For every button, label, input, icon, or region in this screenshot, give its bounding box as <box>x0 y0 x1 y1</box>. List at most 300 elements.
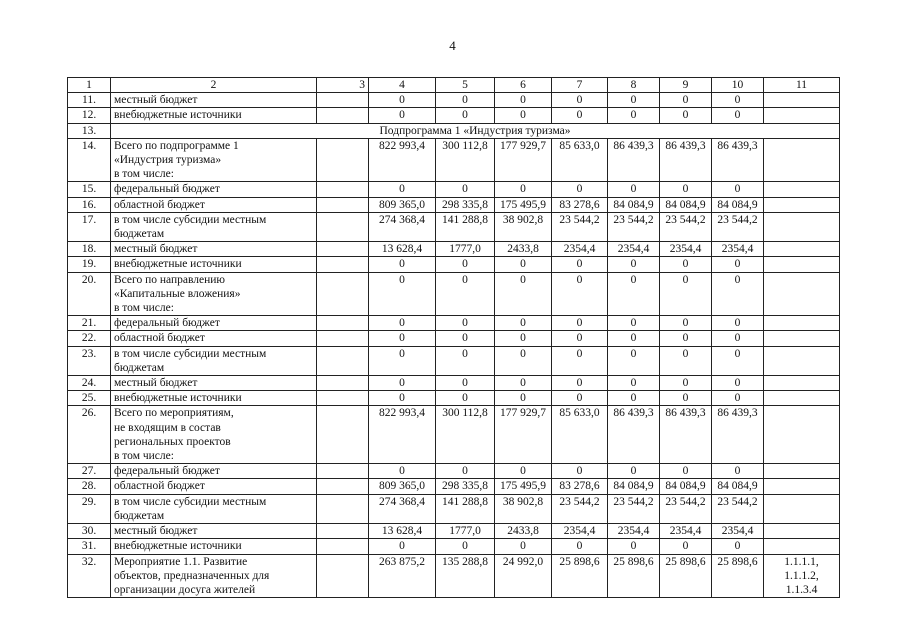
reference-cell <box>764 554 840 598</box>
header-cell: 2 <box>111 78 317 93</box>
row-label <box>111 524 317 539</box>
table-row <box>68 257 840 272</box>
value-cell: 274 368,4 <box>369 494 436 523</box>
row-label <box>111 138 317 182</box>
table-row <box>68 182 840 197</box>
cell-line: федеральный бюджет <box>114 465 220 478</box>
reference-cell <box>764 257 840 272</box>
header-cell: 1 <box>68 78 111 93</box>
row-number: 22. <box>68 331 111 346</box>
value-cell: 822 993,4 <box>369 406 436 464</box>
header-cell: 3 <box>317 78 369 93</box>
value-cell: 1777,0 <box>436 242 495 257</box>
table-row <box>68 391 840 406</box>
value-cell: 84 084,9 <box>608 479 660 494</box>
cell-line: в том числе: <box>114 302 174 315</box>
value-cell: 0 <box>660 257 712 272</box>
value-cell: 23 544,2 <box>552 494 608 523</box>
row-label <box>111 316 317 331</box>
reference-cell <box>764 242 840 257</box>
value-cell: 0 <box>608 464 660 479</box>
row-label <box>111 242 317 257</box>
section-title: Подпрограмма 1 «Индустрия туризма» <box>111 123 840 138</box>
value-cell: 25 898,6 <box>608 554 660 598</box>
value-cell: 0 <box>712 257 764 272</box>
value-cell: 0 <box>436 182 495 197</box>
cell-line: в том числе субсидии местным <box>114 347 267 360</box>
value-cell: 0 <box>608 257 660 272</box>
column-3-cell <box>317 479 369 494</box>
table-row <box>68 242 840 257</box>
value-cell: 23 544,2 <box>660 494 712 523</box>
table-row <box>68 406 840 464</box>
value-cell: 2354,4 <box>552 524 608 539</box>
value-cell: 0 <box>495 464 552 479</box>
cell-line: региональных проектов <box>114 435 231 448</box>
value-cell: 175 495,9 <box>495 197 552 212</box>
value-cell: 23 544,2 <box>608 212 660 241</box>
cell-line: Всего по направлению <box>114 273 225 286</box>
value-cell: 0 <box>608 391 660 406</box>
value-cell: 0 <box>495 93 552 108</box>
value-cell: 0 <box>712 376 764 391</box>
column-3-cell <box>317 346 369 375</box>
value-cell: 84 084,9 <box>712 197 764 212</box>
row-number: 15. <box>68 182 111 197</box>
value-cell: 0 <box>608 108 660 123</box>
value-cell: 141 288,8 <box>436 212 495 241</box>
value-cell: 0 <box>712 272 764 316</box>
cell-line: «Индустрия туризма» <box>114 154 222 167</box>
value-cell: 0 <box>436 272 495 316</box>
row-number: 28. <box>68 479 111 494</box>
table-row <box>68 494 840 523</box>
table-row <box>68 539 840 554</box>
header-cell: 7 <box>552 78 608 93</box>
value-cell: 0 <box>660 93 712 108</box>
value-cell: 0 <box>712 346 764 375</box>
value-cell: 274 368,4 <box>369 212 436 241</box>
cell-line: 1.1.1.2, <box>784 569 819 582</box>
value-cell: 0 <box>660 331 712 346</box>
header-cell: 10 <box>712 78 764 93</box>
value-cell: 0 <box>608 316 660 331</box>
reference-cell <box>764 182 840 197</box>
table-row <box>68 554 840 598</box>
value-cell: 2354,4 <box>660 524 712 539</box>
value-cell: 84 084,9 <box>660 197 712 212</box>
value-cell: 0 <box>369 331 436 346</box>
row-label <box>111 464 317 479</box>
value-cell: 0 <box>436 331 495 346</box>
table-row <box>68 524 840 539</box>
value-cell: 0 <box>436 391 495 406</box>
page-number: 4 <box>449 38 456 53</box>
reference-cell <box>764 464 840 479</box>
row-number: 25. <box>68 391 111 406</box>
row-label <box>111 406 317 464</box>
cell-line: объектов, предназначенных для <box>114 569 270 582</box>
value-cell: 1777,0 <box>436 524 495 539</box>
value-cell: 141 288,8 <box>436 494 495 523</box>
value-cell: 0 <box>436 316 495 331</box>
value-cell: 0 <box>712 331 764 346</box>
cell-line: местный бюджет <box>114 94 198 107</box>
value-cell: 13 628,4 <box>369 242 436 257</box>
value-cell: 822 993,4 <box>369 138 436 182</box>
column-3-cell <box>317 539 369 554</box>
value-cell: 300 112,8 <box>436 138 495 182</box>
row-number: 17. <box>68 212 111 241</box>
value-cell: 86 439,3 <box>660 138 712 182</box>
value-cell: 0 <box>552 182 608 197</box>
value-cell: 0 <box>608 93 660 108</box>
value-cell: 38 902,8 <box>495 494 552 523</box>
cell-line: областной бюджет <box>114 332 205 345</box>
value-cell: 23 544,2 <box>660 212 712 241</box>
row-number: 19. <box>68 257 111 272</box>
value-cell: 0 <box>495 182 552 197</box>
value-cell: 0 <box>369 316 436 331</box>
value-cell: 0 <box>608 182 660 197</box>
row-number: 29. <box>68 494 111 523</box>
value-cell: 86 439,3 <box>608 138 660 182</box>
value-cell: 0 <box>436 346 495 375</box>
cell-line: 1.1.1.1, <box>784 555 819 568</box>
row-number: 20. <box>68 272 111 316</box>
reference-cell <box>764 108 840 123</box>
row-label <box>111 554 317 598</box>
reference-cell <box>764 479 840 494</box>
column-3-cell <box>317 138 369 182</box>
value-cell: 0 <box>660 272 712 316</box>
cell-line: бюджетам <box>114 228 165 241</box>
row-label <box>111 197 317 212</box>
value-cell: 0 <box>608 331 660 346</box>
reference-cell <box>764 93 840 108</box>
value-cell: 0 <box>712 391 764 406</box>
value-cell: 13 628,4 <box>369 524 436 539</box>
value-cell: 86 439,3 <box>712 138 764 182</box>
cell-line: внебюджетные источники <box>114 109 242 122</box>
column-3-cell <box>317 331 369 346</box>
header-cell: 6 <box>495 78 552 93</box>
row-number: 31. <box>68 539 111 554</box>
value-cell: 0 <box>495 257 552 272</box>
table-row <box>68 464 840 479</box>
value-cell: 0 <box>712 182 764 197</box>
value-cell: 0 <box>552 346 608 375</box>
cell-line: областной бюджет <box>114 198 205 211</box>
value-cell: 298 335,8 <box>436 479 495 494</box>
cell-line: бюджетам <box>114 361 165 374</box>
table-row <box>68 108 840 123</box>
value-cell: 0 <box>712 108 764 123</box>
cell-line: местный бюджет <box>114 377 198 390</box>
header-cell: 4 <box>369 78 436 93</box>
value-cell: 84 084,9 <box>608 197 660 212</box>
value-cell: 300 112,8 <box>436 406 495 464</box>
row-label <box>111 376 317 391</box>
table-row <box>68 138 840 182</box>
row-number: 18. <box>68 242 111 257</box>
row-label <box>111 539 317 554</box>
column-3-cell <box>317 554 369 598</box>
header-cell: 5 <box>436 78 495 93</box>
row-label <box>111 494 317 523</box>
cell-line: Всего по мероприятиям, <box>114 407 234 420</box>
value-cell: 23 544,2 <box>712 212 764 241</box>
value-cell: 0 <box>495 376 552 391</box>
value-cell: 2354,4 <box>608 524 660 539</box>
value-cell: 25 898,6 <box>712 554 764 598</box>
row-label <box>111 212 317 241</box>
column-3-cell <box>317 197 369 212</box>
row-label <box>111 93 317 108</box>
row-number: 23. <box>68 346 111 375</box>
value-cell: 0 <box>660 464 712 479</box>
row-number: 24. <box>68 376 111 391</box>
value-cell: 25 898,6 <box>552 554 608 598</box>
table-row <box>68 197 840 212</box>
reference-cell <box>764 524 840 539</box>
column-3-cell <box>317 376 369 391</box>
value-cell: 86 439,3 <box>712 406 764 464</box>
value-cell: 85 633,0 <box>552 138 608 182</box>
value-cell: 0 <box>660 316 712 331</box>
value-cell: 0 <box>369 257 436 272</box>
value-cell: 0 <box>436 108 495 123</box>
value-cell: 84 084,9 <box>712 479 764 494</box>
column-number-row <box>68 78 840 93</box>
reference-cell <box>764 494 840 523</box>
value-cell: 2354,4 <box>712 524 764 539</box>
column-3-cell <box>317 212 369 241</box>
value-cell: 83 278,6 <box>552 197 608 212</box>
budget-table <box>67 77 840 598</box>
value-cell: 177 929,7 <box>495 138 552 182</box>
value-cell: 0 <box>712 316 764 331</box>
value-cell: 24 992,0 <box>495 554 552 598</box>
row-number: 12. <box>68 108 111 123</box>
row-number: 14. <box>68 138 111 182</box>
value-cell: 25 898,6 <box>660 554 712 598</box>
value-cell: 135 288,8 <box>436 554 495 598</box>
value-cell: 0 <box>660 346 712 375</box>
cell-line: организации досуга жителей <box>114 583 256 596</box>
value-cell: 0 <box>369 464 436 479</box>
column-3-cell <box>317 316 369 331</box>
table-row <box>68 212 840 241</box>
value-cell: 0 <box>552 539 608 554</box>
value-cell: 2354,4 <box>552 242 608 257</box>
header-cell: 8 <box>608 78 660 93</box>
value-cell: 0 <box>495 272 552 316</box>
row-label <box>111 391 317 406</box>
value-cell: 0 <box>369 539 436 554</box>
value-cell: 0 <box>436 539 495 554</box>
value-cell: 0 <box>552 464 608 479</box>
section-row <box>68 123 840 138</box>
value-cell: 175 495,9 <box>495 479 552 494</box>
value-cell: 0 <box>660 391 712 406</box>
value-cell: 0 <box>660 108 712 123</box>
row-number: 16. <box>68 197 111 212</box>
value-cell: 2354,4 <box>660 242 712 257</box>
cell-line: 1.1.3.4 <box>785 583 818 596</box>
cell-line: не входящим в состав <box>114 421 221 434</box>
value-cell: 0 <box>552 376 608 391</box>
value-cell: 0 <box>608 346 660 375</box>
value-cell: 0 <box>660 539 712 554</box>
value-cell: 0 <box>369 272 436 316</box>
column-3-cell <box>317 406 369 464</box>
value-cell: 23 544,2 <box>712 494 764 523</box>
cell-line: Мероприятие 1.1. Развитие <box>114 555 248 568</box>
value-cell: 2354,4 <box>608 242 660 257</box>
value-cell: 86 439,3 <box>660 406 712 464</box>
value-cell: 0 <box>552 108 608 123</box>
value-cell: 23 544,2 <box>552 212 608 241</box>
cell-line: «Капитальные вложения» <box>114 287 241 300</box>
reference-cell <box>764 406 840 464</box>
value-cell: 0 <box>712 464 764 479</box>
value-cell: 0 <box>552 316 608 331</box>
value-cell: 0 <box>660 376 712 391</box>
value-cell: 298 335,8 <box>436 197 495 212</box>
value-cell: 0 <box>552 93 608 108</box>
cell-line: внебюджетные источники <box>114 540 242 553</box>
column-3-cell <box>317 93 369 108</box>
value-cell: 38 902,8 <box>495 212 552 241</box>
row-label <box>111 272 317 316</box>
value-cell: 0 <box>495 346 552 375</box>
cell-line: Всего по подпрограмме 1 <box>114 139 239 152</box>
value-cell: 84 084,9 <box>660 479 712 494</box>
column-3-cell <box>317 391 369 406</box>
column-3-cell <box>317 242 369 257</box>
value-cell: 0 <box>552 272 608 316</box>
reference-cell <box>764 272 840 316</box>
cell-line: внебюджетные источники <box>114 392 242 405</box>
reference-cell <box>764 138 840 182</box>
column-3-cell <box>317 182 369 197</box>
value-cell: 2433,8 <box>495 524 552 539</box>
reference-cell <box>764 197 840 212</box>
value-cell: 0 <box>552 257 608 272</box>
value-cell: 0 <box>369 346 436 375</box>
table-row <box>68 331 840 346</box>
cell-line: местный бюджет <box>114 243 198 256</box>
value-cell: 177 929,7 <box>495 406 552 464</box>
value-cell: 0 <box>369 93 436 108</box>
column-3-cell <box>317 257 369 272</box>
reference-cell <box>764 376 840 391</box>
value-cell: 0 <box>369 182 436 197</box>
reference-cell <box>764 331 840 346</box>
cell-line: внебюджетные источники <box>114 258 242 271</box>
reference-cell <box>764 316 840 331</box>
value-cell: 0 <box>369 391 436 406</box>
value-cell: 0 <box>495 108 552 123</box>
table-row <box>68 376 840 391</box>
row-label <box>111 108 317 123</box>
value-cell: 0 <box>436 376 495 391</box>
table-row <box>68 93 840 108</box>
reference-cell <box>764 539 840 554</box>
header-cell: 9 <box>660 78 712 93</box>
row-number: 27. <box>68 464 111 479</box>
value-cell: 0 <box>495 316 552 331</box>
value-cell: 2433,8 <box>495 242 552 257</box>
value-cell: 85 633,0 <box>552 406 608 464</box>
table-row <box>68 479 840 494</box>
cell-line: бюджетам <box>114 509 165 522</box>
cell-line: в том числе: <box>114 168 174 181</box>
cell-line: федеральный бюджет <box>114 317 220 330</box>
value-cell: 23 544,2 <box>608 494 660 523</box>
table-row <box>68 346 840 375</box>
value-cell: 0 <box>436 257 495 272</box>
cell-line: в том числе: <box>114 450 174 463</box>
column-3-cell <box>317 272 369 316</box>
reference-cell <box>764 391 840 406</box>
value-cell: 0 <box>369 376 436 391</box>
cell-line: областной бюджет <box>114 480 205 493</box>
header-cell: 11 <box>764 78 840 93</box>
column-3-cell <box>317 524 369 539</box>
value-cell: 809 365,0 <box>369 197 436 212</box>
value-cell: 263 875,2 <box>369 554 436 598</box>
value-cell: 809 365,0 <box>369 479 436 494</box>
cell-line: в том числе субсидии местным <box>114 495 267 508</box>
value-cell: 0 <box>495 331 552 346</box>
row-number: 30. <box>68 524 111 539</box>
value-cell: 0 <box>495 391 552 406</box>
reference-cell <box>764 346 840 375</box>
column-3-cell <box>317 464 369 479</box>
value-cell: 83 278,6 <box>552 479 608 494</box>
cell-line: в том числе субсидии местным <box>114 213 267 226</box>
value-cell: 0 <box>436 93 495 108</box>
value-cell: 0 <box>436 464 495 479</box>
value-cell: 0 <box>495 539 552 554</box>
column-3-cell <box>317 494 369 523</box>
value-cell: 86 439,3 <box>608 406 660 464</box>
value-cell: 0 <box>552 391 608 406</box>
row-label <box>111 479 317 494</box>
value-cell: 0 <box>608 376 660 391</box>
value-cell: 0 <box>712 93 764 108</box>
row-label <box>111 331 317 346</box>
row-number: 32. <box>68 554 111 598</box>
reference-cell <box>764 212 840 241</box>
row-label <box>111 182 317 197</box>
row-label <box>111 257 317 272</box>
value-cell: 0 <box>660 182 712 197</box>
value-cell: 0 <box>552 331 608 346</box>
table-row <box>68 316 840 331</box>
value-cell: 2354,4 <box>712 242 764 257</box>
row-number: 21. <box>68 316 111 331</box>
value-cell: 0 <box>369 108 436 123</box>
value-cell: 0 <box>712 539 764 554</box>
row-label <box>111 346 317 375</box>
row-number: 11. <box>68 93 111 108</box>
column-3-cell <box>317 108 369 123</box>
value-cell: 0 <box>608 539 660 554</box>
row-number: 26. <box>68 406 111 464</box>
